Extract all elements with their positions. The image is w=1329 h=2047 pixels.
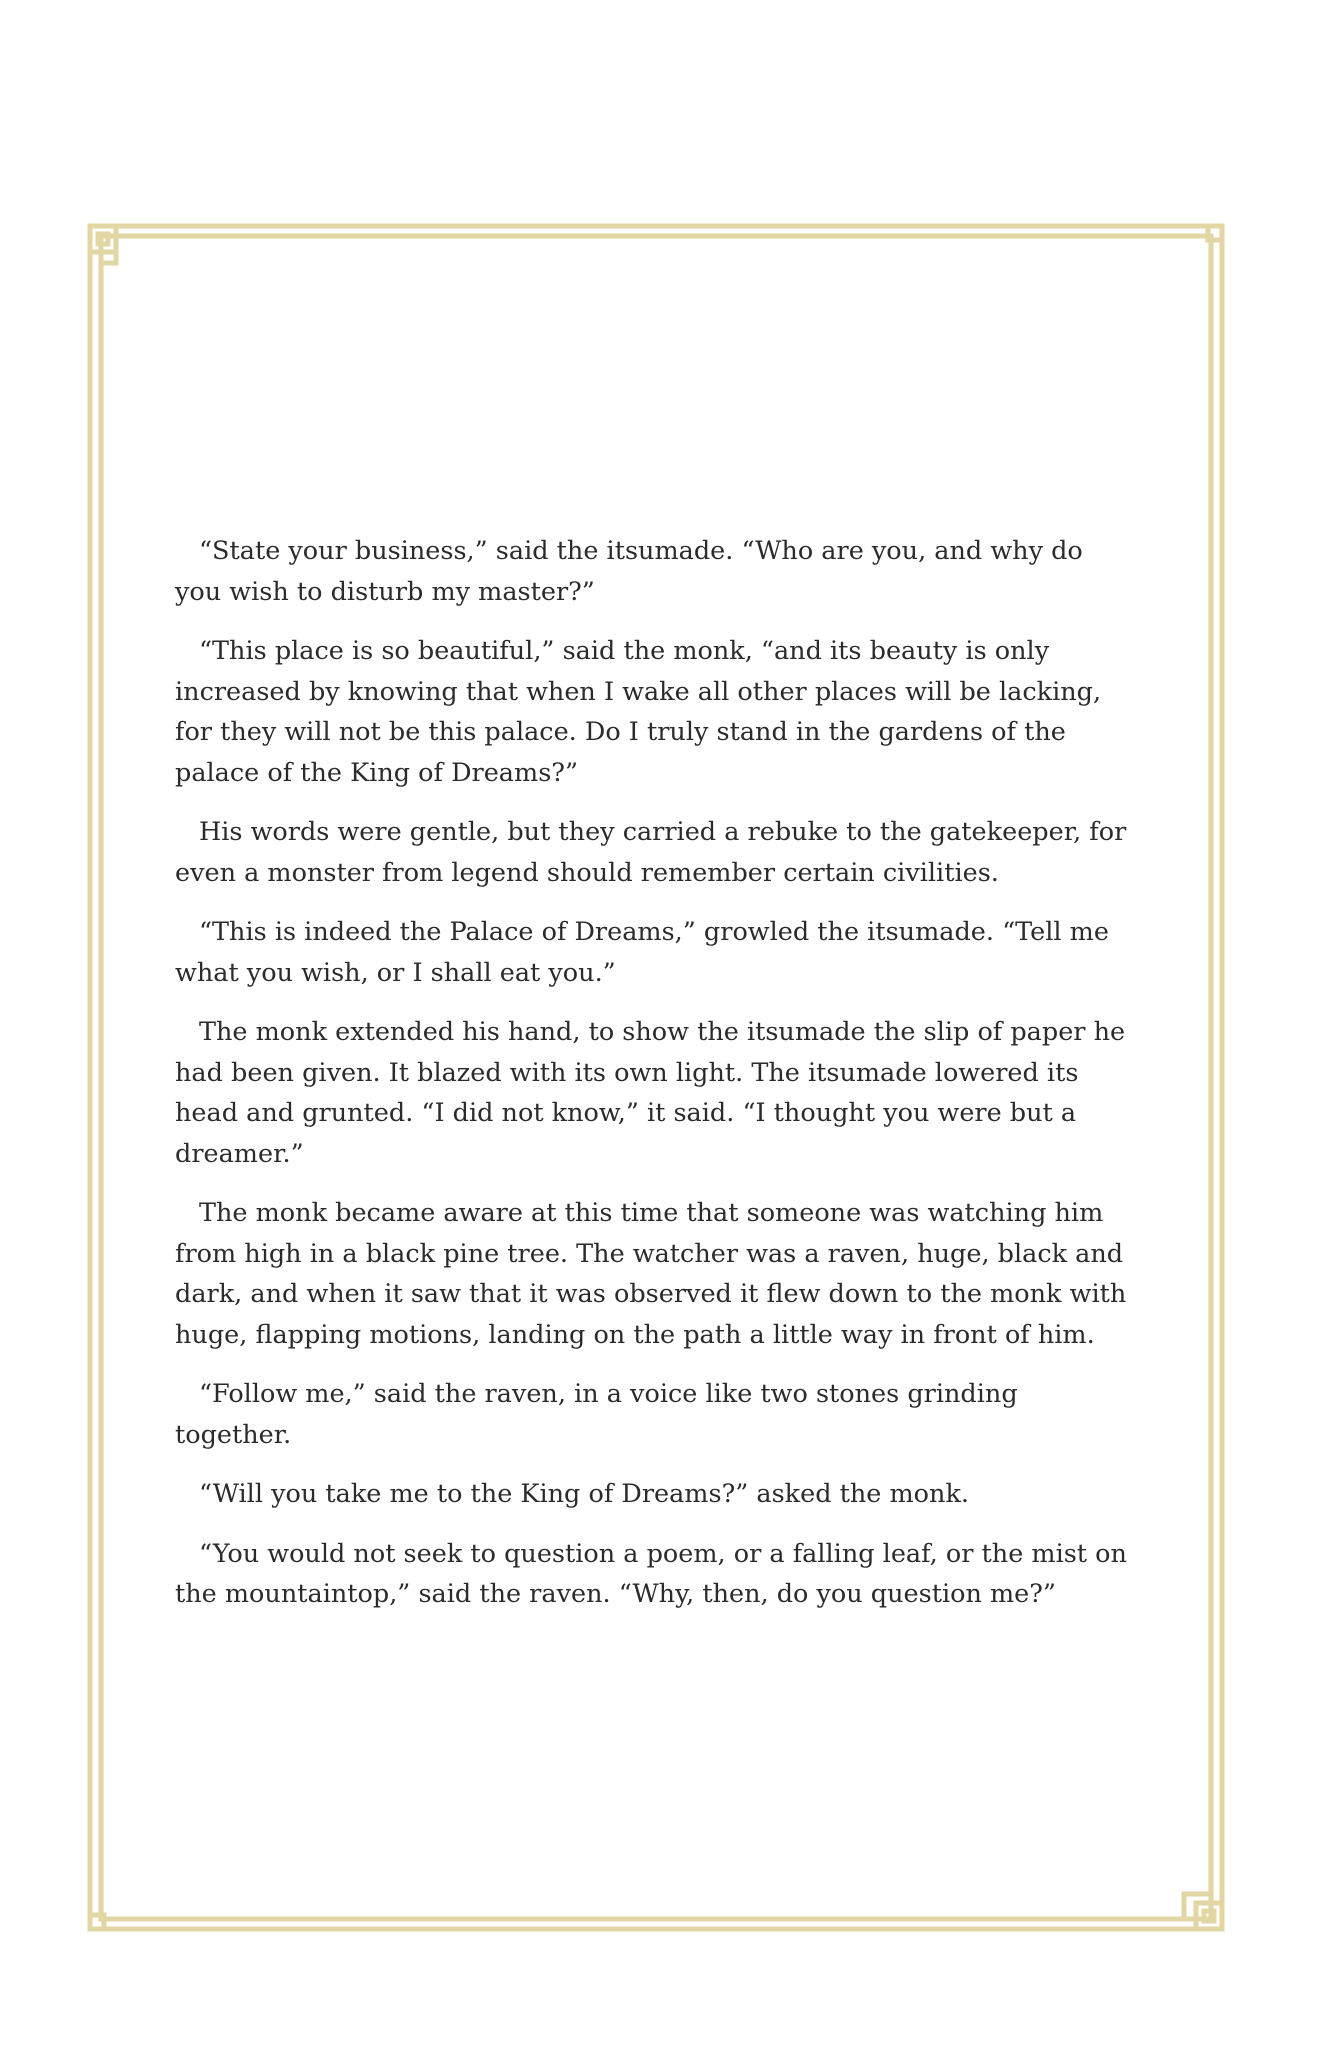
- paragraph: “Will you take me to the King of Dreams?” asked the monk.: [199, 1479, 970, 1509]
- frame-corner-bottom-left: [90, 1915, 104, 1929]
- paragraph: “Follow me,” said the raven, in a voice like two stones grinding together.: [175, 1379, 1018, 1450]
- paragraph: The monk extended his hand, to show the itsumade the slip of paper he had been given. It blazed with its own light. The itsumade lowered its head and grunted. “I did not know,” it said. “I thought you were but a dreamer.”: [175, 1017, 1126, 1169]
- paragraph: His words were gentle, but they carried a rebuke to the gatekeeper, for even a monster from legend should remember certain civilities.: [175, 817, 1127, 888]
- frame-corner-bottom-right: [1184, 1894, 1222, 1929]
- paragraph: “This is indeed the Palace of Dreams,” growled the itsumade. “Tell me what you wish, or I shall eat you.”: [175, 917, 1109, 988]
- frame-corner-top-right: [1208, 226, 1222, 240]
- paragraph: “You would not seek to question a poem, or a falling leaf, or the mist on the mountaintop,” said the raven. “Why, then, do you question me?”: [175, 1538, 1127, 1609]
- story-text: [175, 531, 1135, 1634]
- paragraph: “State your business,” said the itsumade. “Who are you, and why do you wish to disturb my master?”: [175, 536, 1083, 607]
- paragraph: The monk became aware at this time that someone was watching him from high in a black pine tree. The watcher was a raven, huge, black and dark, and when it saw that it was observed it flew down to the monk with huge, flapping motions, landing on the path a little way in front of him.: [175, 1198, 1127, 1350]
- paragraph: “This place is so beautiful,” said the monk, “and its beauty is only increased by knowing that when I wake all other places will be lacking, for they will not be this palace. Do I truly stand in the gardens of the palace of the King of Dreams?”: [175, 636, 1102, 788]
